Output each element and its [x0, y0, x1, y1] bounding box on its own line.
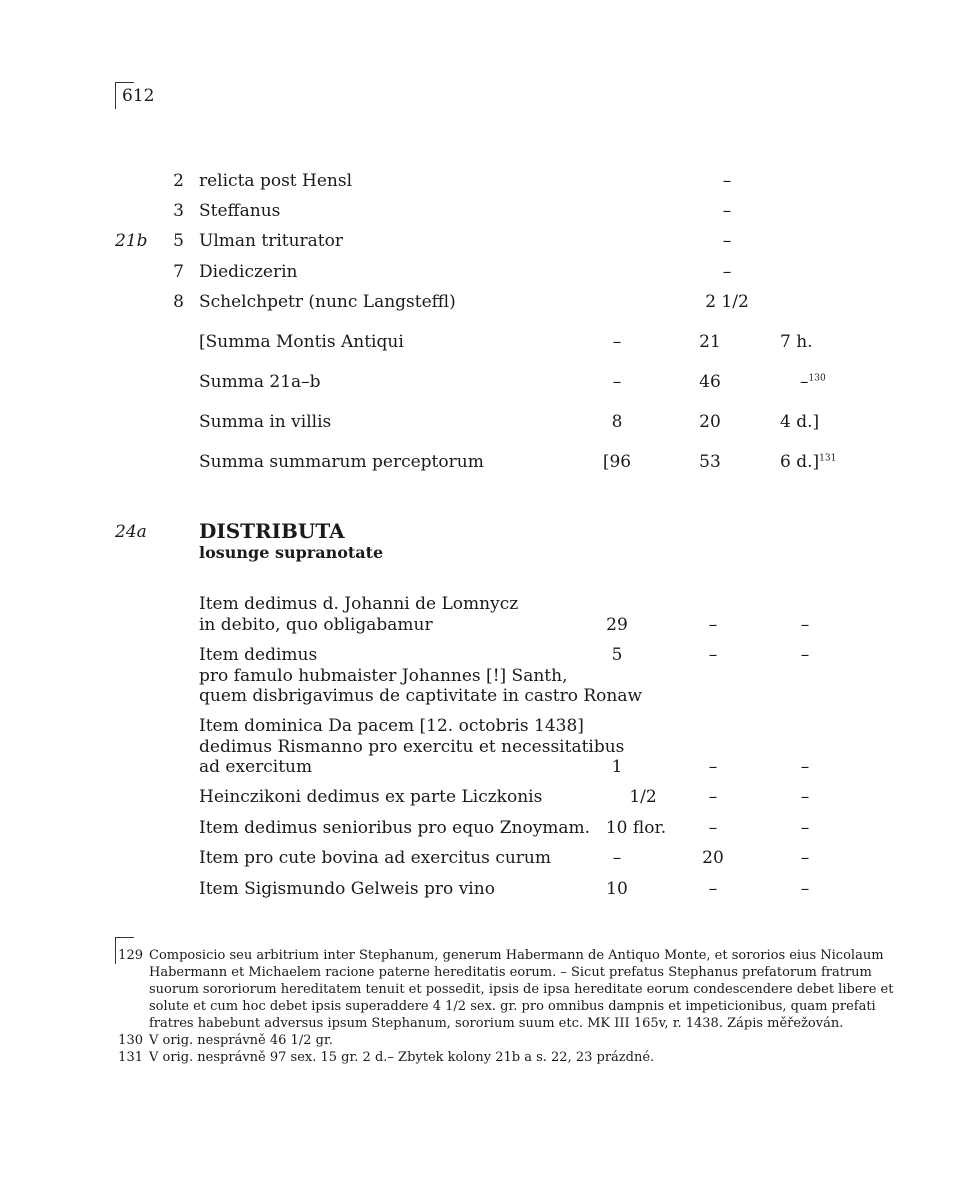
footnote-line: solute et cum hoc debet ipsis superaddere 4 1/2 sex. gr. pro omnibus dampnis et impeticionibus, quam prefati: [149, 999, 876, 1014]
section-title: DISTRIBUTA: [199, 519, 345, 543]
row-number: 3: [173, 201, 184, 221]
row-number: 5: [173, 231, 184, 251]
entry-col2: –: [708, 879, 718, 899]
entry-col1: 1: [611, 757, 623, 777]
sum-col2: 20: [699, 412, 721, 432]
sum-col2: 53: [699, 452, 721, 472]
entry-text-line: Item dominica Da pacem [12. octobris 1438]: [199, 716, 584, 736]
row-number: 7: [173, 262, 184, 282]
sum-label: Summa summarum perceptorum: [199, 452, 484, 472]
entry-text-line: dedimus Rismanno pro exercitu et necessitatibus: [199, 736, 625, 757]
sum-col3-value: 6 d.]: [780, 452, 820, 472]
entry-col1: 10: [606, 879, 628, 899]
sum-col3-value: 4 d.]: [780, 412, 820, 432]
footnote-line: suorum sororiorum hereditatem tenuit et possedit, ipsis de ipsa hereditate eorum condescendere debet libere et: [149, 982, 894, 997]
entry-col1: 5: [611, 645, 623, 665]
entry-col1: –: [612, 848, 622, 868]
footnote-line: V orig. nesprávně 97 sex. 15 gr. 2 d.– Zbytek kolony 21b a s. 22, 23 prázdné.: [149, 1050, 655, 1065]
entry-col3: –: [800, 787, 810, 807]
entry-text-line: quem disbrigavimus de captivitate in castro Ronaw: [199, 686, 643, 706]
footnote-line: Composicio seu arbitrium inter Stephanum, generum Habermann de Antiquo Monte, et sororios eius Nicolaum: [149, 948, 884, 963]
footnote-ref: 130: [808, 373, 826, 384]
footnote-ref: 131: [819, 453, 837, 464]
entry-text-line: in debito, quo obligabamur: [199, 614, 433, 635]
sum-col3: [780, 412, 819, 432]
entry-text-line: Item pro cute bovina ad exercitus curum: [199, 848, 551, 868]
row-amount-col2: –: [722, 171, 732, 191]
entry-col3: –: [800, 757, 810, 777]
row-amount-col2: –: [722, 262, 732, 282]
sum-col3: [800, 372, 826, 392]
entry-col2: –: [708, 645, 718, 665]
sum-col1: –: [612, 332, 622, 352]
entry-text-line: ad exercitum: [199, 757, 313, 777]
row-name: relicta post Hensl: [199, 171, 353, 191]
margin-ref: 21b: [115, 231, 148, 251]
footnote-number: 130: [118, 1033, 143, 1048]
entry-col2: –: [708, 787, 718, 807]
sum-col3: [780, 452, 836, 472]
entry-text-line: Heinczikoni dedimus ex parte Liczkonis: [199, 787, 543, 807]
sum-col1: 8: [611, 412, 623, 432]
entry-col2: –: [708, 818, 718, 838]
sum-label: Summa 21a–b: [199, 372, 321, 392]
row-name: Ulman triturator: [199, 231, 344, 251]
row-amount-col2: –: [722, 231, 732, 251]
row-number: 2: [173, 171, 184, 191]
entry-col1: 29: [606, 614, 628, 635]
sum-col1: [96: [602, 452, 632, 472]
entry-col3: –: [800, 879, 810, 899]
sum-col1: –: [612, 372, 622, 392]
footnote-line: fratres habebunt adversus ipsum Stephanum, sororium suum etc. MK III 165v, r. 1438. Zápis měřežován.: [149, 1016, 844, 1031]
entry-col1: 10 flor.: [605, 818, 667, 838]
entry-col3: –: [800, 818, 810, 838]
row-amount-col2: 2 1/2: [705, 292, 749, 312]
footnote-line: V orig. nesprávně 46 1/2 gr.: [149, 1033, 333, 1048]
section-subtitle: losunge supranotate: [199, 543, 384, 562]
row-name: Diediczerin: [199, 262, 298, 282]
sum-col2: 21: [699, 332, 721, 352]
sum-label: Summa in villis: [199, 412, 332, 432]
sum-label: [Summa Montis Antiqui: [199, 332, 404, 352]
entry-col3: –: [800, 848, 810, 868]
entry-text-line: pro famulo hubmaister Johannes [!] Santh,: [199, 665, 568, 686]
row-name: Steffanus: [199, 201, 281, 221]
footnote-number: 131: [118, 1050, 143, 1065]
page-number: 612: [122, 86, 155, 106]
entry-col3: –: [800, 645, 810, 665]
row-amount-col2: –: [722, 201, 732, 221]
entry-col2: 20: [702, 848, 724, 868]
footnote-line: Habermann et Michaelem racione paterne hereditatis eorum. – Sicut prefatus Stephanus prefatorum fratrum: [149, 965, 872, 980]
entry-col1: 1/2: [629, 787, 657, 807]
entry-col2: –: [708, 614, 718, 635]
sum-col3: [780, 332, 813, 352]
entry-col2: –: [708, 757, 718, 777]
row-number: 8: [173, 292, 184, 312]
entry-text-line: Item dedimus d. Johanni de Lomnycz: [199, 594, 519, 614]
row-name: Schelchpetr (nunc Langsteffl): [199, 292, 456, 312]
entry-text-line: Item dedimus senioribus pro equo Znoymam.: [199, 818, 591, 838]
section-margin-ref: 24a: [115, 522, 147, 542]
sum-col3-value: 7 h.: [780, 332, 813, 352]
entry-text-line: Item dedimus: [199, 645, 318, 665]
sum-col3-value: –: [800, 372, 809, 392]
entry-col3: –: [800, 614, 810, 635]
entry-text-line: Item Sigismundo Gelweis pro vino: [199, 879, 495, 899]
footnote-number: 129: [118, 948, 143, 963]
sum-col2: 46: [699, 372, 721, 392]
